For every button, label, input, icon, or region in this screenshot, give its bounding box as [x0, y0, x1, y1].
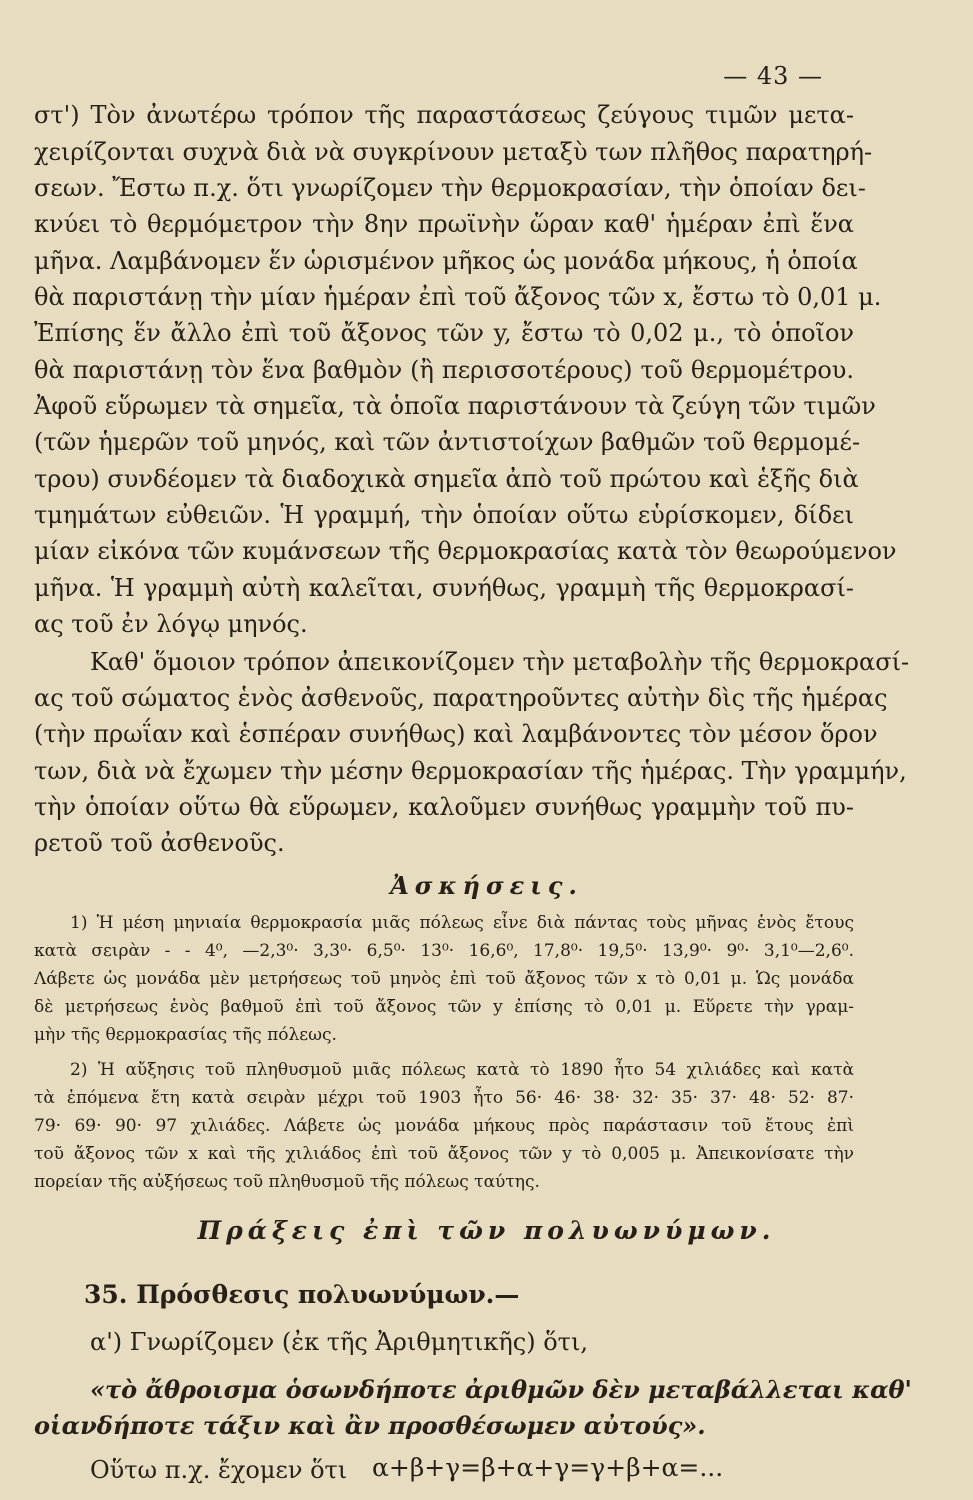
text-line: Καθ' ὅμοιον τρόπον ἀπεικονίζομεν τὴν μεταβολὴν τῆς θερμοκρασί-	[90, 648, 910, 676]
text-line: τοῦ ἄξονος τῶν x καὶ τῆς χιλιάδος ἐπὶ τοῦ ἄξονος τῶν y τὸ 0,005 μ. Ἀπεικονίσατε τὴν	[34, 1144, 854, 1164]
text-line: ας τοῦ σώματος ἑνὸς ἀσθενοῦς, παρατηροῦντες αὐτὴν δὶς τῆς ἡμέρας	[34, 684, 888, 712]
text-line: θὰ παριστάνῃ τὸν ἕνα βαθμὸν (ἢ περισσοτέρους) τοῦ θερμομέτρου.	[34, 356, 854, 384]
text-line: Ἀφοῦ εὕρωμεν τὰ σημεῖα, τὰ ὁποῖα παριστάνουν τὰ ζεύγη τῶν τιμῶν	[34, 392, 876, 420]
quote-line: οἱανδήποτε τάξιν καὶ ἂν προσθέσωμεν αὐτούς».	[34, 1411, 706, 1440]
text-line: δὲ μετρήσεως ἑνὸς βαθμοῦ ἐπὶ τοῦ ἄξονος τῶν y ἐπίσης τὸ 0,01 μ. Εὕρετε τὴν γραμ-	[34, 997, 854, 1017]
text-line: κατὰ σειρὰν - - 4⁰, —2,3⁰· 3,3⁰· 6,5⁰· 13⁰· 16,6⁰, 17,8⁰· 19,5⁰· 13,9⁰· 9⁰· 3,1⁰—2,6⁰.	[34, 941, 854, 961]
quote-line: «τὸ ἄθροισμα ὁσωνδήποτε ἀριθμῶν δὲν μεταβάλλεται καθ'	[90, 1375, 912, 1404]
text-line: 1) Ἡ μέση μηνιαία θερμοκρασία μιᾶς πόλεως εἶνε διὰ πάντας τοὺς μῆνας ἑνὸς ἔτους	[70, 913, 854, 933]
text-line: μίαν εἰκόνα τῶν κυμάνσεων τῆς θερμοκρασίας κατὰ τὸν θεωρούμενον	[34, 537, 897, 565]
text-line: (τῶν ἡμερῶν τοῦ μηνός, καὶ τῶν ἀντιστοίχων βαθμῶν τοῦ θερμομέ-	[34, 428, 861, 456]
text-line: μῆνα. Ἡ γραμμὴ αὐτὴ καλεῖται, συνήθως, γραμμὴ τῆς θερμοκρασί-	[34, 574, 854, 602]
text-line: 79· 69· 90· 97 χιλιάδες. Λάβετε ὡς μονάδα μήκους πρὸς παράστασιν τοῦ ἔτους ἐπὶ	[34, 1116, 854, 1136]
example-formula: α+β+γ=β+α+γ=γ+β+α=...	[372, 1453, 724, 1482]
example-prefix: Οὕτω π.χ. ἔχομεν ὅτι	[90, 1456, 348, 1484]
text-line: ας τοῦ ἐν λόγῳ μηνός.	[34, 610, 308, 638]
exercises-heading: Ἀσκήσεις.	[390, 871, 583, 900]
text-line: Ἐπίσης ἕν ἄλλο ἐπὶ τοῦ ἄξονος τῶν y, ἔστω τὸ 0,02 μ., τὸ ὁποῖον	[34, 319, 854, 347]
text-line: Λάβετε ὡς μονάδα μὲν μετρήσεως τοῦ μηνὸς ἐπὶ τοῦ ἄξονος τῶν x τὸ 0,01 μ. Ὡς μονάδα	[34, 969, 854, 989]
text-line: πορείαν τῆς αὐξήσεως τοῦ πληθυσμοῦ τῆς πόλεως ταύτης.	[34, 1172, 540, 1192]
text-line: στ') Τὸν ἀνωτέρω τρόπον τῆς παραστάσεως ζεύγους τιμῶν μετα-	[34, 101, 854, 129]
page-number: — 43 —	[723, 62, 823, 90]
text-line: των, διὰ νὰ ἔχωμεν τὴν μέσην θερμοκρασίαν τῆς ἡμέρας. Τὴν γραμμήν,	[34, 757, 907, 785]
text-line: ρετοῦ τοῦ ἀσθενοῦς.	[34, 829, 285, 857]
chapter-heading: Πράξεις ἐπὶ τῶν πολυωνύμων.	[197, 1216, 776, 1245]
text-line: θὰ παριστάνῃ τὴν μίαν ἡμέραν ἐπὶ τοῦ ἄξονος τῶν x, ἔστω τὸ 0,01 μ.	[34, 283, 882, 311]
text-line: χειρίζονται συχνὰ διὰ νὰ συγκρίνουν μεταξὺ των πλῆθος παρατηρή-	[34, 138, 873, 166]
text-line: τμημάτων εὐθειῶν. Ἡ γραμμή, τὴν ὁποίαν οὕτω εὑρίσκομεν, δίδει	[34, 501, 854, 529]
text-line: τρου) συνδέομεν τὰ διαδοχικὰ σημεῖα ἀπὸ τοῦ πρώτου καὶ ἑξῆς διὰ	[34, 465, 859, 493]
text-line: μῆνα. Λαμβάνομεν ἕν ὡρισμένον μῆκος ὡς μονάδα μήκους, ἡ ὁποία	[34, 247, 858, 275]
text-line: τὰ ἑπόμενα ἔτη κατὰ σειρὰν μέχρι τοῦ 1903 ἦτο 56· 46· 38· 32· 35· 37· 48· 52· 87·	[34, 1088, 854, 1108]
text-line: (τὴν πρωΐαν καὶ ἑσπέραν συνήθως) καὶ λαμβάνοντες τὸν μέσον ὅρον	[34, 720, 878, 748]
text-line: σεων. Ἔστω π.χ. ὅτι γνωρίζομεν τὴν θερμοκρασίαν, τὴν ὁποίαν δει-	[34, 174, 866, 202]
text-line: μὴν τῆς θερμοκρασίας τῆς πόλεως.	[34, 1025, 337, 1045]
text-line: α') Γνωρίζομεν (ἐκ τῆς Ἀριθμητικῆς) ὅτι,	[90, 1328, 588, 1356]
text-line: 2) Ἡ αὔξησις τοῦ πληθυσμοῦ μιᾶς πόλεως κατὰ τὸ 1890 ἦτο 54 χιλιάδες καὶ κατὰ	[70, 1060, 854, 1080]
section-title: 35. Πρόσθεσις πολυωνύμων.—	[84, 1280, 520, 1309]
text-line: κνύει τὸ θερμόμετρον τὴν 8ην πρωϊνὴν ὥραν καθ' ἡμέραν ἐπὶ ἕνα	[34, 210, 854, 238]
text-line: τὴν ὁποίαν οὕτω θὰ εὕρωμεν, καλοῦμεν συνήθως γραμμὴν τοῦ πυ-	[34, 793, 854, 821]
